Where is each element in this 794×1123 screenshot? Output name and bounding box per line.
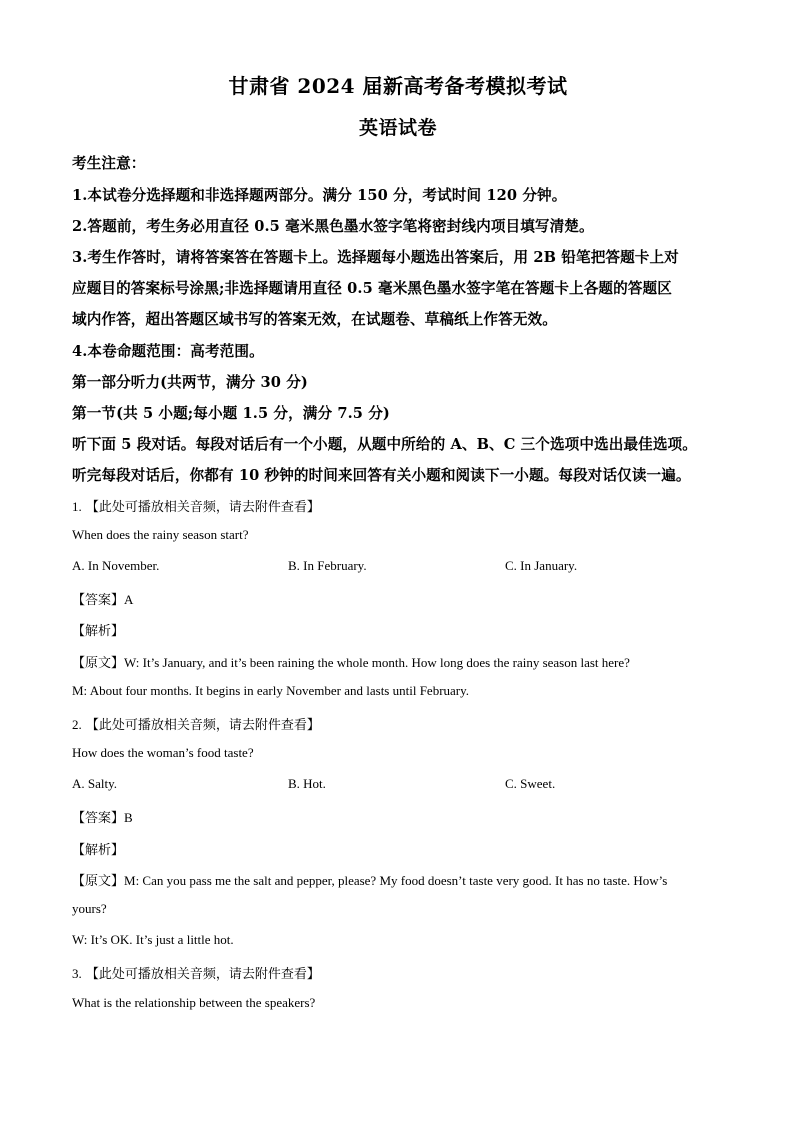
question-text: How does the woman’s food taste? (72, 745, 254, 760)
question-header (72, 963, 724, 982)
option-c[interactable]: C. Sweet. (505, 776, 556, 791)
notice-item: 3.考生作答时，请将答案答在答题卡上。选择题每小题选出答案后，用 2B 铅笔把答题卡上对 (72, 249, 679, 266)
transcript-label: 【原文】 (72, 656, 125, 671)
option-b[interactable]: B. Hot. (288, 776, 326, 791)
notice-item: 域内作答，超出答题区域书写的答案无效，在试题卷、草稿纸上作答无效。 (72, 311, 557, 328)
answer-value: B (124, 810, 133, 825)
notice-item: 4.本卷命题范围：高考范围。 (72, 343, 264, 360)
transcript-text: M: Can you pass me the salt and pepper, please? My food doesn’t taste very good. It has no taste. How’s (124, 873, 668, 888)
notice-heading: 考生注意： (72, 155, 146, 172)
question-header (72, 714, 724, 733)
question-header (72, 496, 724, 515)
question-number: 2. (72, 717, 82, 732)
transcript-text: yours? (72, 901, 107, 916)
transcript-text: M: About four months. It begins in early November and lasts until February. (72, 683, 470, 698)
exam-title: 甘肃省 2024 届新高考备考模拟考试 (228, 74, 568, 98)
option-a[interactable]: A. In November. (72, 558, 160, 573)
transcript-text: W: It’s January, and it’s been raining the whole month. How long does the rainy season last here? (124, 655, 630, 670)
analysis-label: 【解析】 (72, 624, 125, 639)
notice-item: 应题目的答案标号涂黑;非选择题请用直径 0.5 毫米黑色墨水签字笔在答题卡上各题的答题区 (72, 280, 672, 297)
answer-label: 【答案】 (72, 593, 125, 608)
audio-link[interactable]: 【此处可播放相关音频，请去附件查看】 (85, 500, 320, 515)
question-text: What is the relationship between the speakers? (72, 995, 316, 1010)
analysis-label: 【解析】 (72, 843, 125, 858)
notice-item: 1.本试卷分选择题和非选择题两部分。满分 150 分，考试时间 120 分钟。 (72, 187, 567, 204)
audio-link[interactable]: 【此处可播放相关音频，请去附件查看】 (85, 967, 320, 982)
answer-line (72, 807, 724, 826)
answer-label: 【答案】 (72, 811, 125, 826)
option-c[interactable]: C. In January. (505, 558, 578, 573)
transcript-label: 【原文】 (72, 874, 125, 889)
exam-subtitle: 英语试卷 (358, 117, 437, 139)
section-instruction: 听下面 5 段对话。每段对话后有一个小题，从题中所给的 A、B、C 三个选项中选出最佳选项。 (72, 436, 697, 453)
question-number: 3. (72, 966, 82, 981)
section-instruction: 听完每段对话后，你都有 10 秒钟的时间来回答有关小题和阅读下一小题。每段对话仅读一遍。 (72, 467, 691, 484)
answer-line (72, 589, 724, 608)
option-a[interactable]: A. Salty. (72, 776, 118, 791)
answer-value: A (124, 592, 134, 607)
question-text: When does the rainy season start? (72, 527, 249, 542)
question-number: 1. (72, 499, 82, 514)
transcript-line (72, 870, 724, 889)
audio-link[interactable]: 【此处可播放相关音频，请去附件查看】 (85, 718, 320, 733)
transcript-text: W: It’s OK. It’s just a little hot. (72, 932, 234, 947)
section-subpart: 第一节(共 5 小题;每小题 1.5 分，满分 7.5 分) (72, 405, 390, 422)
transcript-line (72, 652, 724, 671)
section-part: 第一部分听力(共两节，满分 30 分) (72, 374, 308, 391)
notice-item: 2.答题前，考生务必用直径 0.5 毫米黑色墨水签字笔将密封线内项目填写清楚。 (72, 218, 594, 235)
option-b[interactable]: B. In February. (288, 558, 367, 573)
